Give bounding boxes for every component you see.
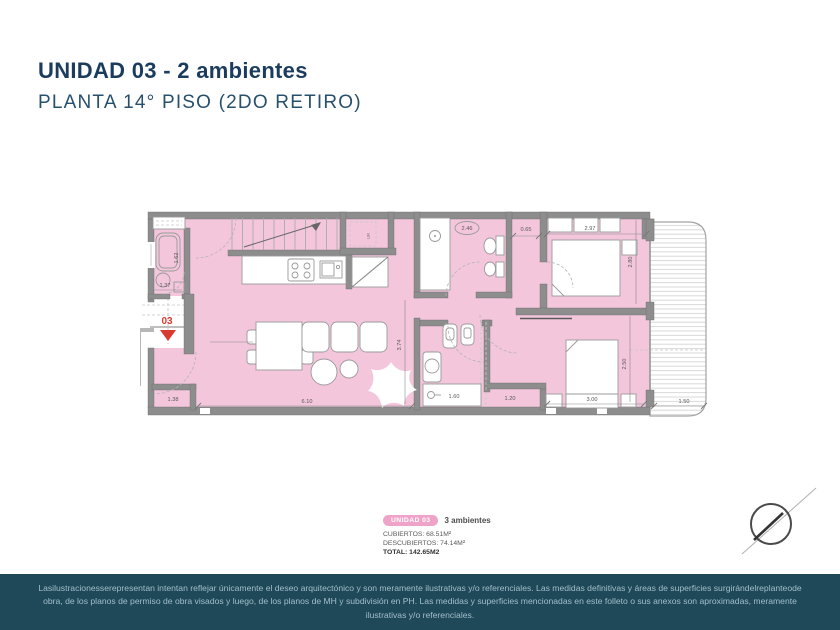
shower-stall (420, 218, 450, 290)
bath3-bidet (461, 324, 474, 345)
sofa (302, 322, 329, 352)
dim-bedroom1-width: 2.97 (584, 226, 596, 232)
bed1 (552, 240, 620, 296)
dining-table (256, 322, 302, 370)
footer-band (0, 574, 840, 630)
ur-room-label: UR (366, 232, 371, 240)
bath3-sink (423, 352, 441, 382)
compass-icon (738, 486, 822, 560)
bed2-nightstand (546, 394, 562, 407)
total-value: TOTAL: 142.65M2 (383, 549, 440, 557)
page-subtitle: PLANTA 14° PISO (2DO RETIRO) (38, 92, 362, 113)
dim-bath1-width: 1.37 (159, 283, 171, 289)
dim-bath2-width: 2.46 (461, 226, 473, 232)
dim-closet-width: 1.20 (504, 396, 516, 402)
unit-number-label: 03 (161, 316, 173, 327)
bed2-closet (505, 396, 516, 402)
bed1-nightstand (622, 240, 637, 255)
entry-upper-closet (153, 217, 185, 229)
descubiertos-value: DESCUBIERTOS: 74.14M² (383, 540, 466, 548)
dim-living-width: 6.10 (301, 399, 313, 405)
dim-bath1-height: 1.62 (174, 252, 180, 264)
dim-bedroom2-width: 3.00 (586, 397, 598, 403)
bath2-toilet (496, 236, 504, 255)
dim-laundry-width: 1.60 (448, 394, 460, 400)
kitchen (242, 256, 346, 284)
dim-entry-closet: 1.38 (167, 397, 179, 403)
unit-badge: UNIDAD 03 (383, 515, 438, 526)
ambientes-label: 3 ambientes (444, 516, 491, 525)
coffee-table (311, 359, 337, 385)
floor-plan (140, 198, 720, 430)
dim-hall-width: 0.65 (520, 227, 532, 233)
dim-balcony-width: 1.50 (678, 399, 690, 405)
dim-living-height: 3.74 (397, 339, 403, 351)
unit-legend (383, 515, 613, 558)
kitchen-counter (242, 256, 346, 284)
disclaimer-text: Lasilustracionesserepresentan intentan reflejar únicamente el deseo arquitectónico y son meramente ilustrativas y/o referenciales. Las medidas definitivas y áreas de superficies surgirándelreplanteode obra, de los planos de permiso de obra visados y luego, de los planos de MH y subdivisión en PH. Las medidas y superficies mencionadas en este folleto o sus anexos son aproximadas, meramente ilustrativas y/o referenciales. (38, 583, 802, 620)
page-title: UNIDAD 03 - 2 ambientes (38, 58, 308, 83)
bath2-bidet (496, 262, 504, 277)
dim-bedroom1-height: 2.80 (628, 256, 634, 268)
cubiertos-value: CUBIERTOS: 68.51M² (383, 531, 452, 538)
shaft (352, 257, 388, 287)
dim-bedroom2-height: 2.50 (622, 358, 628, 370)
